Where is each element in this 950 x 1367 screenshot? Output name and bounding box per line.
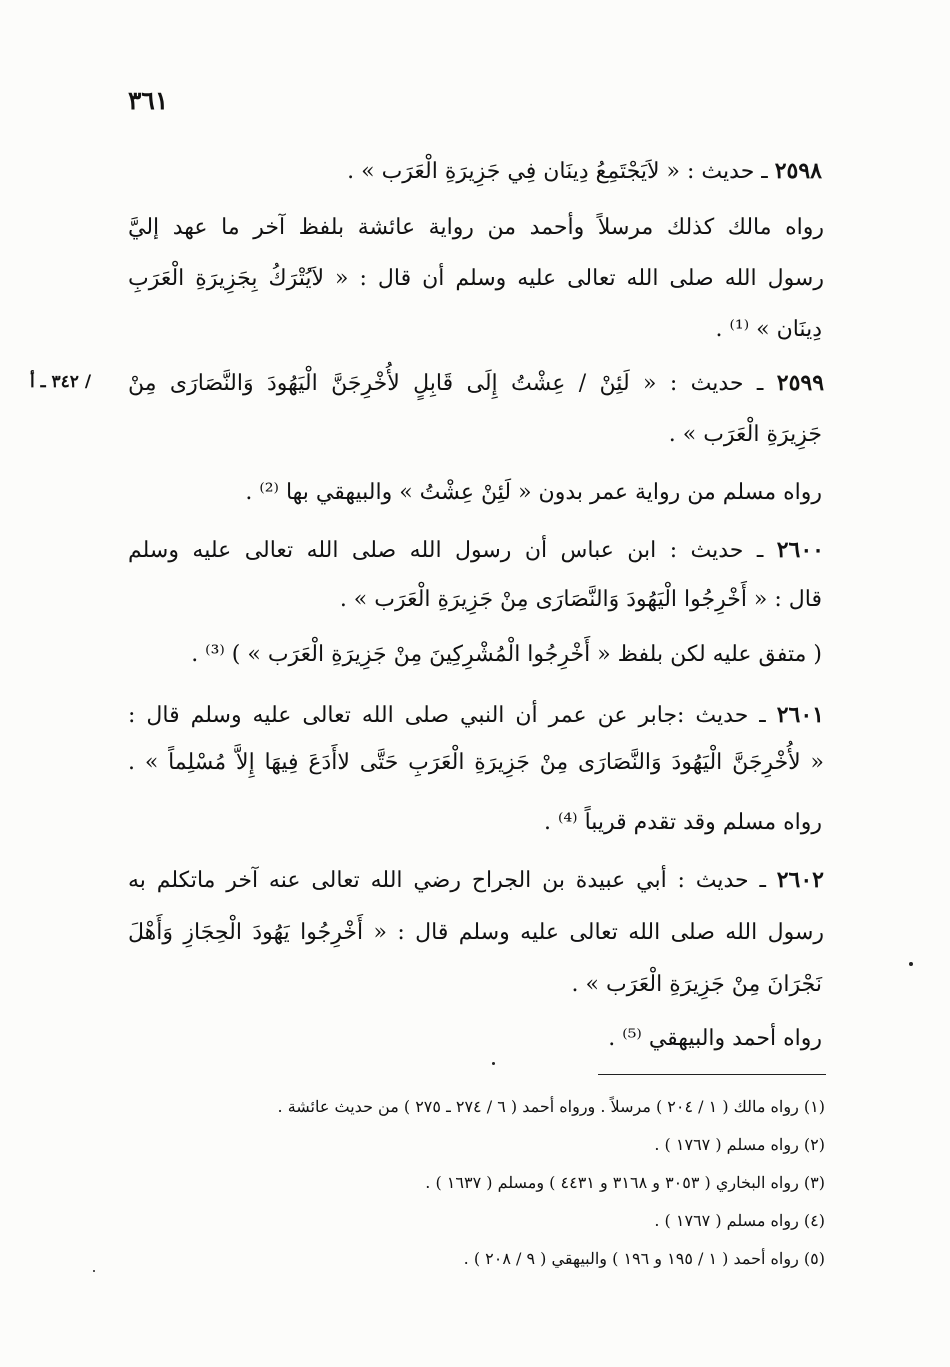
hadith-2598-heading	[347, 156, 822, 187]
footnote-separator	[598, 1074, 826, 1075]
hadith-text: ـ حديث :جابر عن عمر أن النبي صلى الله تعالى عليه وسلم قال :	[128, 703, 766, 728]
hadith-2602-commentary-line-1: رواه أحمد والبيهقي ⁽⁵⁾ .	[608, 1026, 822, 1051]
footnote-3: (٣) رواه البخاري ( ٣٠٥٣ و ٣١٦٨ و ٤٤٣١ ) ومسلم ( ١٦٣٧ ) .	[425, 1173, 825, 1192]
hadith-number: ٢٦٠٢	[776, 867, 824, 893]
footnote-4: (٤) رواه مسلم ( ١٧٦٧ ) .	[654, 1211, 825, 1230]
hadith-2599-line-2: جَزِيرَةِ الْعَرَب » .	[668, 422, 822, 447]
hadith-number: ٢٦٠١	[776, 702, 824, 728]
footnote-5: (٥) رواه أحمد ( ١ / ١٩٥ و ١٩٦ ) والبيهقي ( ٩ / ٢٠٨ ) .	[463, 1249, 825, 1268]
hadith-text: ـ حديث : أبي عبيدة بن الجراح رضي الله تعالى عنه آخر ماتكلم به	[128, 868, 766, 893]
hadith-number: ٢٥٩٩	[776, 370, 825, 396]
margin-reference: / ٣٤٢ ـ أ	[30, 372, 92, 392]
footnote-1: (١) رواه مالك ( ١ / ٢٠٤ ) مرسلاً . ورواه أحمد ( ٦ / ٢٧٤ ـ ٢٧٥ ) من حديث عائشة .	[277, 1097, 825, 1116]
hadith-2598-commentary-line-3: دِينَان » ⁽¹⁾ .	[715, 317, 822, 342]
hadith-text: ـ حديث : « لَئِنْ / عِشْتُ إِلَى قَابِلٍ لأُخْرِجَنَّ الْيَهُودَ وَالنَّصَارَى مِنْ	[128, 371, 764, 396]
hadith-2601-commentary-line-1: رواه مسلم وقد تقدم قريباً ⁽⁴⁾ .	[543, 810, 822, 835]
hadith-2602-line-2: رسول الله صلى الله تعالى عليه وسلم قال : « أَخْرِجُوا يَهُودَ الْحِجَازِ وَأَهْلَ	[128, 920, 824, 945]
hadith-2598-commentary-line-1: رواه مالك كذلك مرسلاً وأحمد من رواية عائشة بلفظ آخر ما عهد إليَّ	[128, 215, 824, 240]
hadith-2600-commentary-line-1: ( متفق عليه لكن بلفظ « أَخْرِجُوا الْمُشْرِكِينَ مِنْ جَزِيرَةِ الْعَرَب » ) ⁽³⁾ .	[191, 642, 822, 667]
scan-speck	[492, 1062, 495, 1065]
hadith-text: ـ حديث : ابن عباس أن رسول الله صلى الله تعالى عليه وسلم	[128, 538, 764, 563]
hadith-2601-heading	[128, 700, 824, 731]
scan-speck	[909, 962, 913, 966]
hadith-2600-line-2: قال : « أَخْرِجُوا الْيَهُودَ وَالنَّصَارَى مِنْ جَزِيرَةِ الْعَرَب » .	[339, 587, 822, 612]
hadith-text: ـ حديث : « لاَيَجْتَمِعُ دِينَان فِي جَزِيرَةِ الْعَرَب » .	[347, 159, 768, 184]
footnote-2: (٢) رواه مسلم ( ١٧٦٧ ) .	[654, 1135, 825, 1154]
hadith-2602-heading	[128, 865, 824, 896]
hadith-2599-heading	[128, 368, 824, 399]
hadith-2602-line-3: نَجْرَانَ مِنْ جَزِيرَةِ الْعَرَب » .	[571, 972, 822, 997]
hadith-2598-commentary-line-2: رسول الله صلى الله تعالى عليه وسلم أن قال : « لاَيُتْرَكُ بِجَزِيرَةِ الْعَرَبِ	[128, 266, 824, 291]
hadith-2601-line-2: « لأُخْرِجَنَّ الْيَهُودَ وَالنَّصَارَى مِنْ جَزِيرَةِ الْعَرَبِ حَتَّى لاأَدَعَ فِيهَا إِلاَّ مُسْلِماً » .	[128, 750, 824, 775]
hadith-2599-commentary-line-1: رواه مسلم من رواية عمر بدون « لَئِنْ عِشْتُ » والبيهقي بها ⁽²⁾ .	[245, 480, 822, 505]
hadith-2600-heading	[128, 535, 824, 566]
page-number: ٣٦١	[128, 86, 169, 115]
scan-speck	[93, 1270, 95, 1272]
hadith-number: ٢٥٩٨	[774, 158, 822, 184]
hadith-number: ٢٦٠٠	[776, 537, 824, 563]
